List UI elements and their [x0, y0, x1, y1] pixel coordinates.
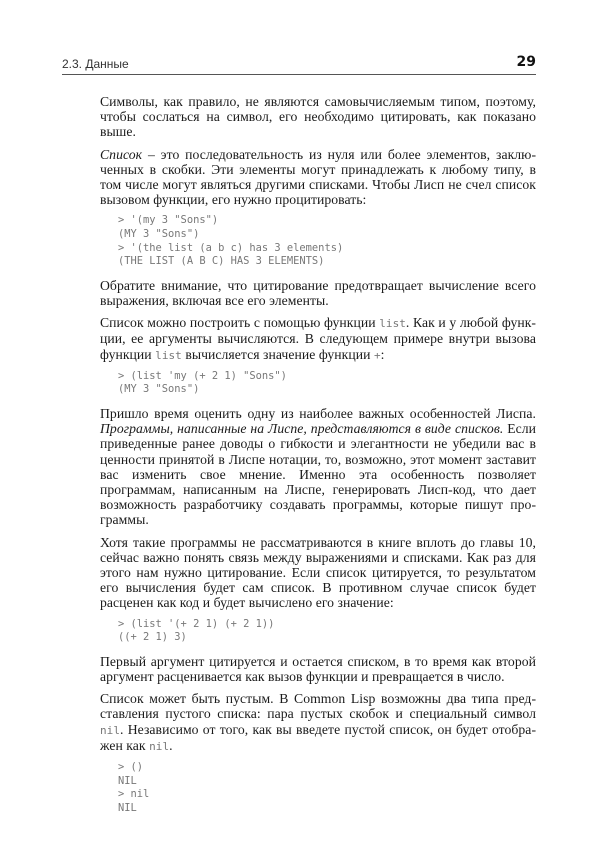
paragraph	[100, 315, 536, 363]
code-listing	[118, 370, 536, 397]
code-line: > ()	[118, 761, 144, 774]
code-line: (MY 3 "Sons")	[118, 228, 200, 241]
paragraph	[100, 278, 536, 308]
text-run: Пришло время оценить одну из наиболее важных особенностей Лиспа.	[100, 406, 536, 421]
code-line: NIL	[118, 801, 137, 814]
section-title: 2.3. Данные	[62, 57, 129, 71]
inline-code: list	[155, 348, 182, 362]
code-line: ((+ 2 1) 3)	[118, 631, 187, 644]
code-listing	[118, 761, 536, 815]
text-run: Если приведенные ранее доводы о гибкости и элегантности не убедили вас в ценности принятой в Лиспе нотации, то, возможно, этот момент заставит вас изменить свое мнение. Именно эта особенность позволяет программам, написанным на Лиспе, генерировать Лисп-код, что дает возможность разработчику создавать программы, которые пишут программы.	[100, 421, 537, 528]
text-run: вычисляется значение функции	[181, 346, 374, 362]
text-run: Список может быть пустым. В Common Lisp возможны два типа представления пустого списка: пара пустых скобок и специальный символ	[100, 691, 536, 722]
code-line: (MY 3 "Sons")	[118, 383, 200, 396]
code-line: NIL	[118, 774, 137, 787]
code-line: > '(the list (a b c) has 3 elements)	[118, 241, 344, 254]
code-line: > '(my 3 "Sons")	[118, 214, 219, 227]
text-run: . Как и у любой функции, ее аргументы вычисляются. В следующем примере внутри вызова функции	[100, 315, 536, 362]
paragraph	[100, 94, 536, 140]
paragraph	[100, 406, 536, 528]
text-run: Список можно построить с помощью функции	[100, 315, 380, 331]
page-body	[100, 94, 536, 824]
inline-code: +	[373, 348, 381, 362]
text-run: Хотя такие программы не рассматриваются в книге вплоть до главы 10, сейчас важно понять связь между выражениями и списками. Как раз для этого нам нужно цитирование. Если список цитируется, то результатом его вычисления будет сам список. В противном случае список будет расценен как код и будет вычислено его значение:	[100, 534, 536, 611]
code-line: > nil	[118, 788, 150, 801]
text-run: :	[380, 346, 385, 362]
paragraph	[100, 691, 536, 754]
emphasis-text: Программы, написанные на Лиспе, представляются в виде списков.	[100, 421, 504, 437]
text-run: Обратите внимание, что цитирование предотвращает вычисление всего выражения, включая все его элементы.	[100, 277, 536, 308]
code-line: (THE LIST (A B C) HAS 3 ELEMENTS)	[118, 255, 325, 268]
inline-code: nil	[100, 723, 121, 737]
text-run: .	[169, 737, 173, 753]
paragraph	[100, 654, 536, 684]
inline-code: nil	[149, 739, 170, 753]
inline-code: list	[379, 317, 406, 331]
code-listing	[118, 214, 536, 268]
code-listing	[118, 618, 536, 645]
paragraph	[100, 535, 536, 611]
text-run: . Независимо от того, как вы введете пустой список, он будет отображен как	[100, 721, 536, 753]
code-line: > (list 'my (+ 2 1) "Sons")	[118, 369, 287, 382]
code-line: > (list '(+ 2 1) (+ 2 1))	[118, 617, 275, 630]
page-number: 29	[516, 54, 536, 70]
text-run: Символы, как правило, не являются самовычисляемым типом, поэтому, чтобы сослаться на символ, его необходимо цитировать, как показано выше.	[100, 94, 536, 140]
running-header	[62, 56, 536, 75]
emphasis-text: Список	[100, 146, 143, 162]
text-run: Первый аргумент цитируется и остается списком, в то время как второй аргумент расценивается как вызов функции и превращается в число.	[100, 653, 536, 685]
paragraph	[100, 147, 536, 208]
text-run: – это последовательность из нуля или более элементов, заключенных в скобки. Эти элементы могут принадлежать к любому типу, в том числе могут являться другими списками. Чтобы Лисп не счел список вызовом функции, его нужно процитировать:	[100, 146, 536, 208]
